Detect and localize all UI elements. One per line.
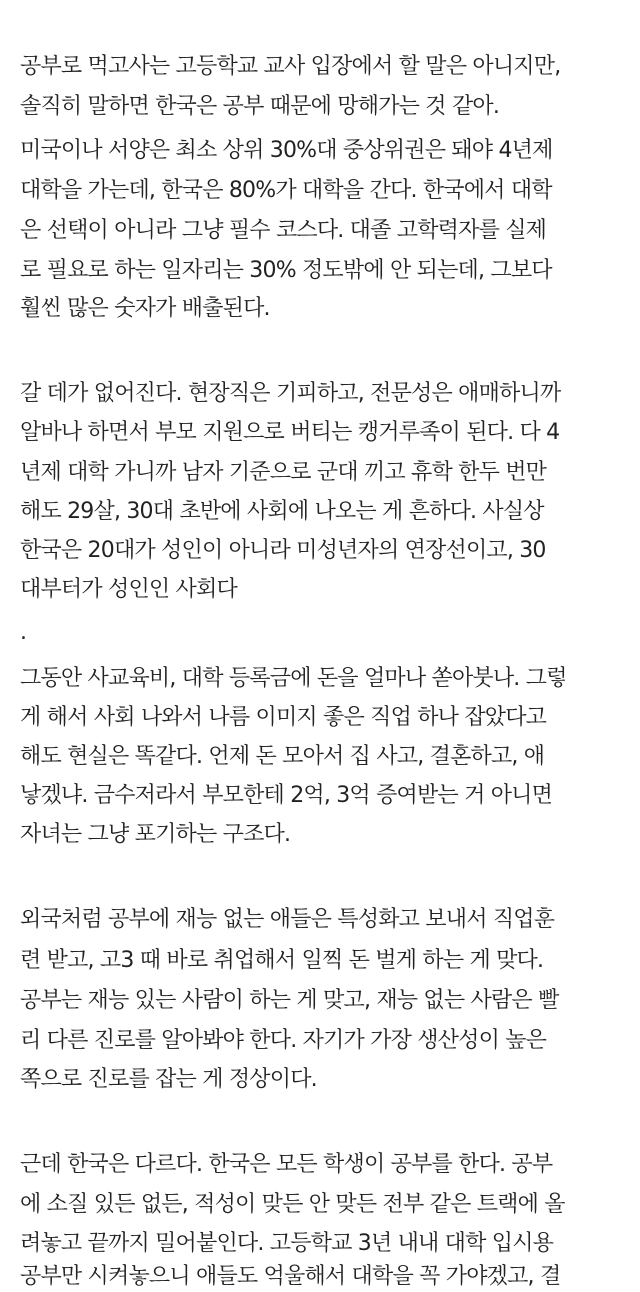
text-line: 한국은 20대가 성인이 아니라 미성년자의 연장선이고, 30 — [20, 538, 546, 563]
text-line: 외국처럼 공부에 재능 없는 애들은 특성화고 보내서 직업훈 — [20, 907, 555, 932]
text-line: 게 해서 사회 나와서 나름 이미지 좋은 직업 하나 잡았다고 — [20, 705, 547, 730]
text-line: 공부로 먹고사는 고등학교 교사 입장에서 할 말은 아니지만, — [20, 54, 561, 79]
text-line: 해도 현실은 똑같다. 언제 돈 모아서 집 사고, 결혼하고, 애 — [20, 744, 545, 769]
text-line: . — [20, 620, 27, 645]
text-line: 년제 대학 가니까 남자 기준으로 군대 끼고 휴학 한두 번만 — [20, 460, 547, 485]
text-line: 쪽으로 진로를 잡는 게 정상이다. — [20, 1067, 317, 1092]
text-line: 대학을 가는데, 한국은 80%가 대학을 간다. 한국에서 대학 — [20, 178, 552, 203]
text-line: 훨씬 많은 숫자가 배출된다. — [20, 296, 270, 321]
text-line: 자녀는 그냥 포기하는 구조다. — [20, 822, 291, 847]
text-line: 근데 한국은 다르다. 한국은 모든 학생이 공부를 한다. 공부 — [20, 1152, 553, 1177]
text-line: 련 받고, 고3 때 바로 취업해서 일찍 돈 벌게 하는 게 맞다. — [20, 948, 544, 973]
text-line: 로 필요로 하는 일자리는 30% 정도밖에 안 되는데, 그보다 — [20, 258, 552, 283]
text-line: 솔직히 말하면 한국은 공부 때문에 망해가는 것 같아. — [20, 94, 500, 119]
text-line: 에 소질 있든 없든, 적성이 맞든 안 맞든 전부 같은 트랙에 올 — [20, 1192, 565, 1217]
text-line: 미국이나 서양은 최소 상위 30%대 중상위권은 돼야 4년제 — [20, 138, 553, 163]
text-line: 대부터가 성인인 사회다 — [20, 577, 237, 602]
text-line: 해도 29살, 30대 초반에 사회에 나오는 게 흔하다. 사실상 — [20, 499, 544, 524]
text-line: 알바나 하면서 부모 지원으로 버티는 캥거루족이 된다. 다 4 — [20, 420, 560, 445]
text-line: 려놓고 끝까지 밀어붙인다. 고등학교 3년 내내 대학 입시용 — [20, 1231, 554, 1256]
text-line: 갈 데가 없어진다. 현장직은 기피하고, 전문성은 애매하니까 — [20, 381, 561, 406]
text-line: 은 선택이 아니라 그냥 필수 코스다. 대졸 고학력자를 실제 — [20, 218, 547, 243]
text-line: 공부만 시켜놓으니 애들도 억울해서 대학을 꼭 가야겠고, 결 — [20, 1264, 561, 1289]
text-line: 낳겠냐. 금수저라서 부모한테 2억, 3억 증여받는 거 아니면 — [20, 783, 553, 808]
text-line: 그동안 사교육비, 대학 등록금에 돈을 얼마나 쏟아붓나. 그렇 — [20, 666, 567, 691]
text-line: 리 다른 진로를 알아봐야 한다. 자기가 가장 생산성이 높은 — [20, 1028, 547, 1053]
text-line: 공부는 재능 있는 사람이 하는 게 맞고, 재능 없는 사람은 빨 — [20, 988, 559, 1013]
